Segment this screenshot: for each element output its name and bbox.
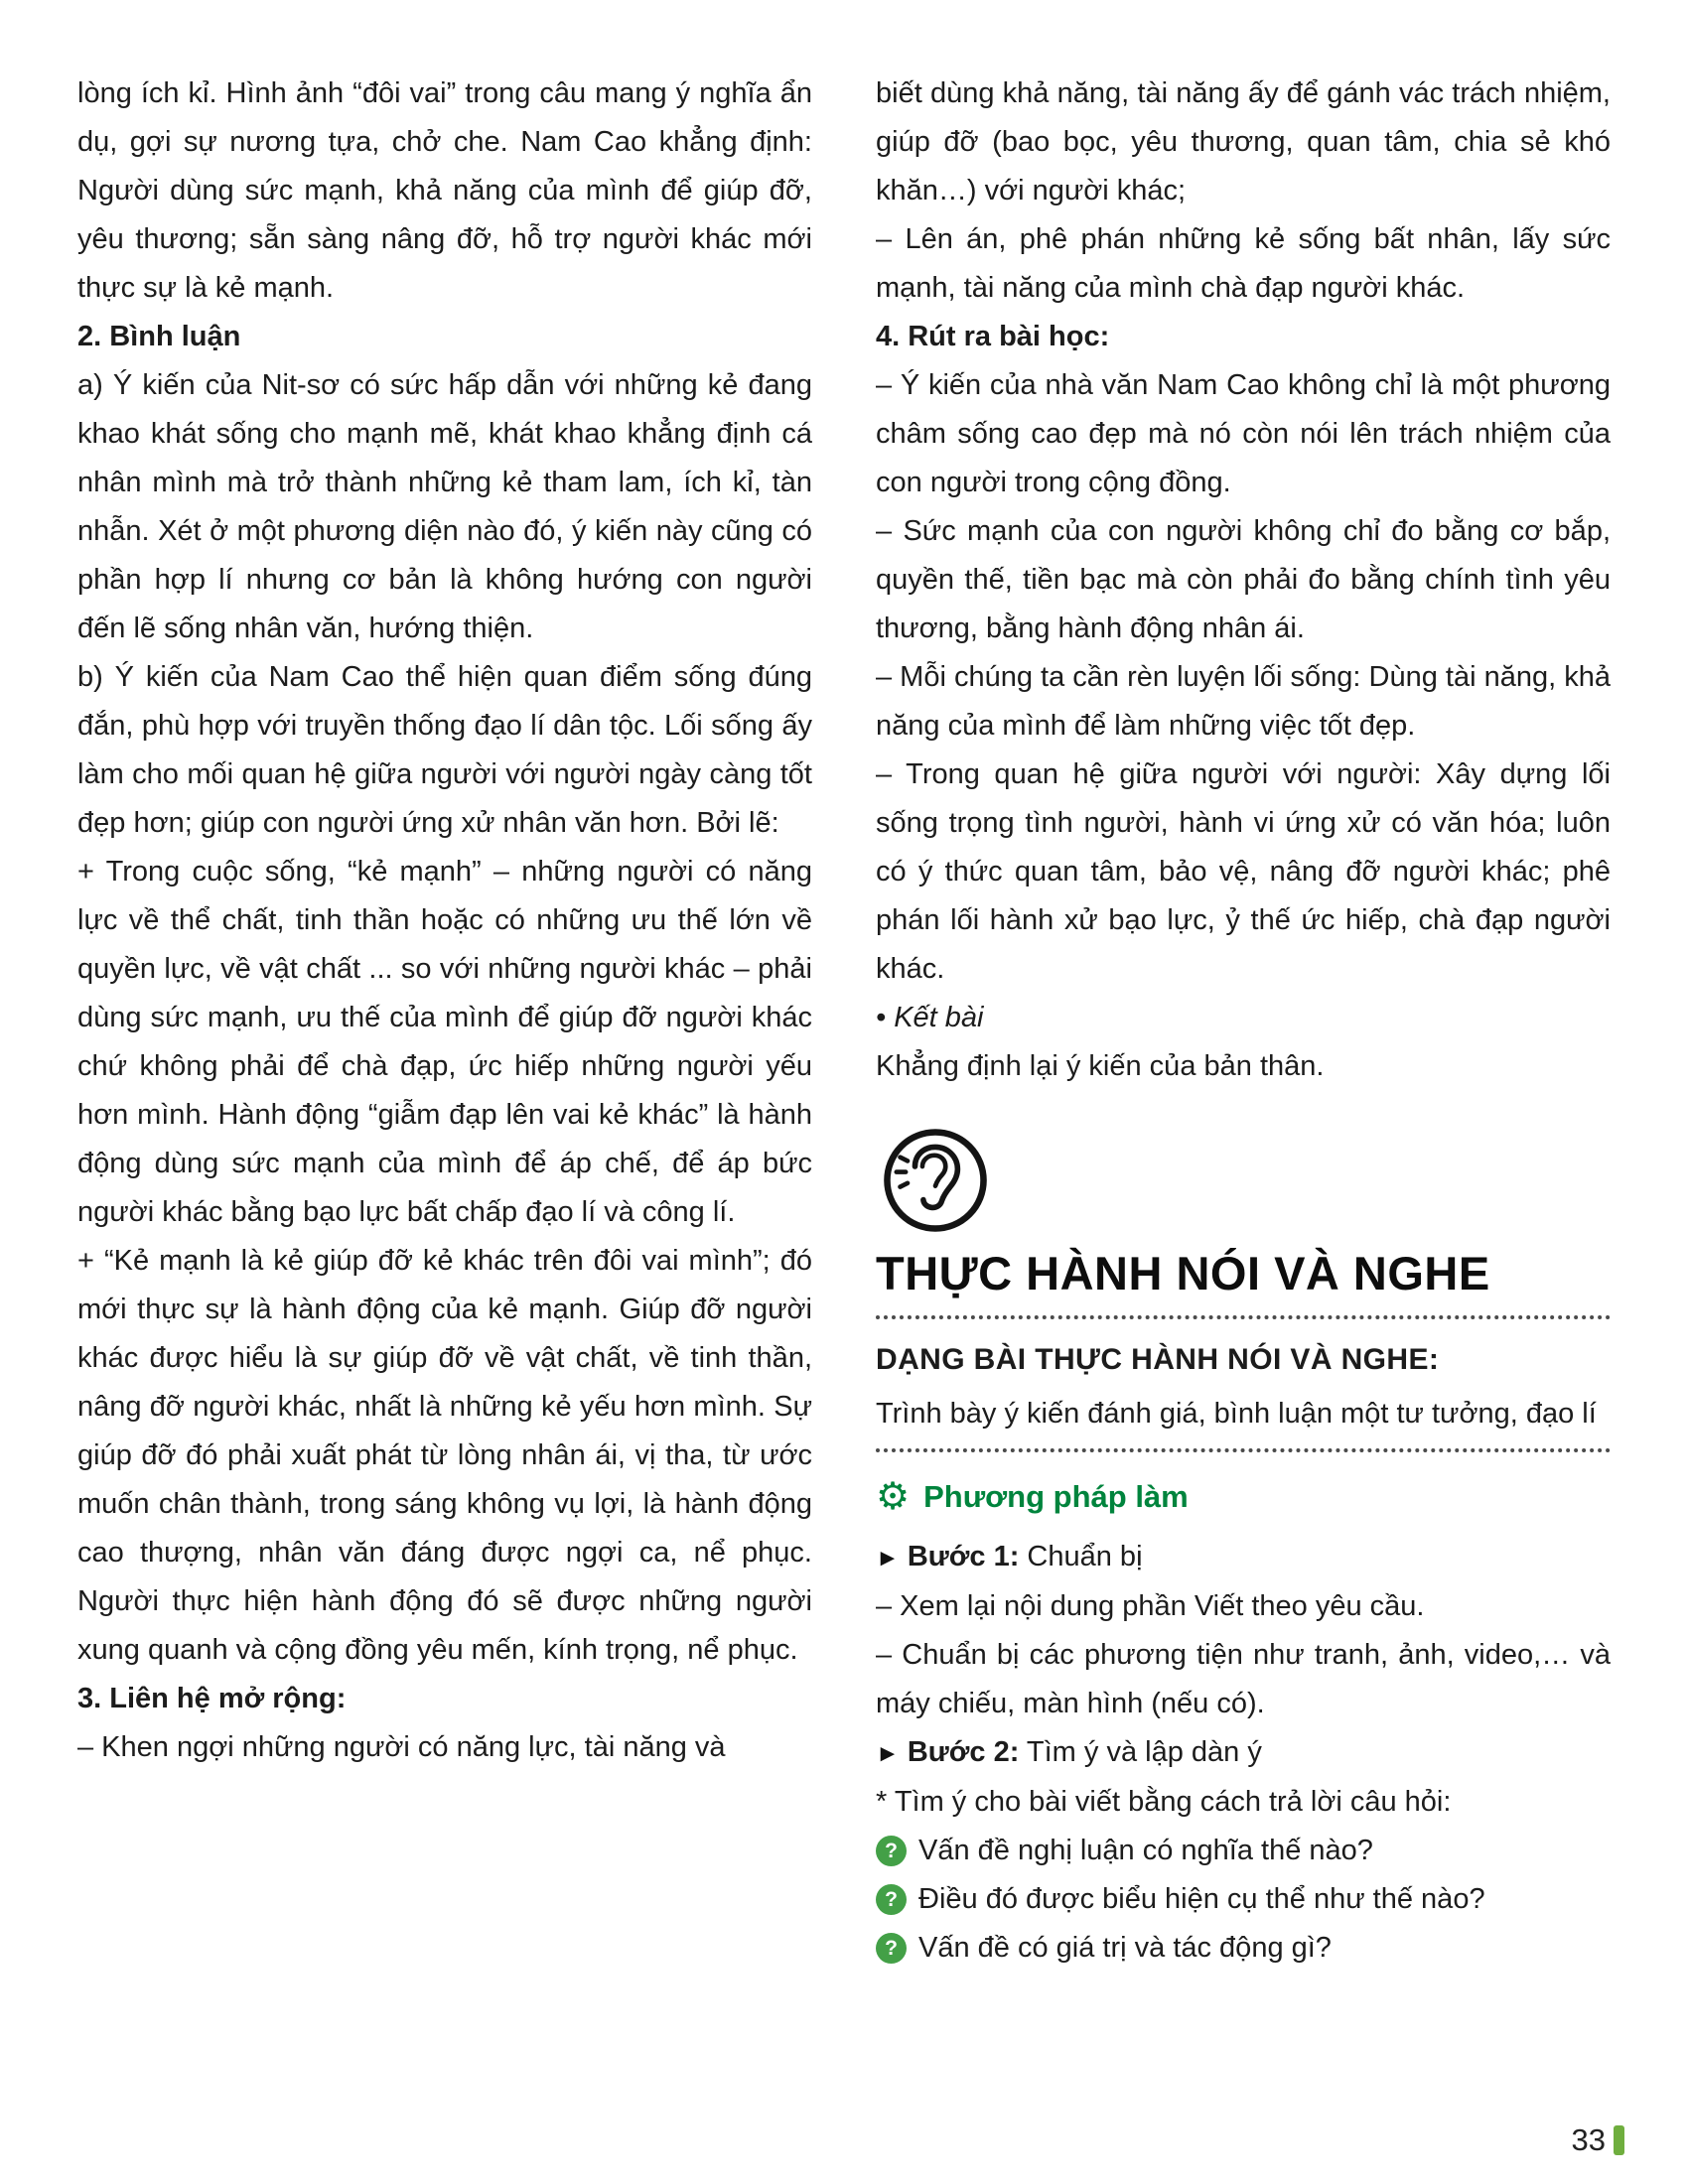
paragraph-b: b) Ý kiến của Nam Cao thể hiện quan điểm sống đúng đắn, phù hợp với truyền thống đạo lí dân tộc. Lối sống ấy làm cho mối quan hệ giữa người với người ngày càng tốt đẹp hơn; giúp con người ứng xử nhân văn hơn. Bởi lẽ: [77, 661, 812, 839]
dotted-divider [876, 1448, 1611, 1452]
gear-icon: ⚙ [876, 1475, 911, 1518]
question-icon: ? [876, 1933, 907, 1964]
question-item [876, 1875, 1611, 1924]
paragraph-plus-1: + Trong cuộc sống, “kẻ mạnh” – những người có năng lực về thể chất, tinh thần hoặc có những ưu thế lớn về quyền lực, về vật chất ... so với những người khác – phải dùng sức mạnh, ưu thế của mình để giúp đỡ người khác chứ không phải để chà đạp, ức hiếp những người yếu hơn mình. Hành động “giẫm đạp lên vai kẻ khác” là hành động dùng sức mạnh của mình để áp chế, để áp bức người khác bằng bạo lực bất chấp đạo lí và công lí. [77, 856, 812, 1228]
page-number-bar [1614, 2125, 1624, 2155]
method-header [876, 1472, 1611, 1521]
paragraph-len-an: – Lên án, phê phán những kẻ sống bất nhân, lấy sức mạnh, tài năng của mình chà đạp người khác. [876, 223, 1611, 304]
triangle-icon: ► [876, 1740, 900, 1768]
step-2-text: Tìm ý và lập dàn ý [1026, 1736, 1262, 1769]
heading-binh-luan: 2. Bình luận [77, 321, 241, 352]
step-1-text: Chuẩn bị [1027, 1541, 1143, 1573]
practice-description: Trình bày ý kiến đánh giá, bình luận một tư tưởng, đạo lí [876, 1398, 1597, 1431]
practice-subheading: DẠNG BÀI THỰC HÀNH NÓI VÀ NGHE: [876, 1343, 1440, 1377]
step-1-item: – Chuẩn bị các phương tiện như tranh, ảnh, video,… và máy chiếu, màn hình (nếu có). [876, 1639, 1611, 1720]
step-1-item: – Xem lại nội dung phần Viết theo yêu cầu. [876, 1590, 1425, 1623]
step-1 [876, 1533, 1611, 1582]
paragraph-a: a) Ý kiến của Nit-sơ có sức hấp dẫn với những kẻ đang khao khát sống cho mạnh mẽ, khát khao khẳng định cá nhân mình mà trở thành những kẻ tham lam, ích kỉ, tàn nhẫn. Xét ở một phương diện nào đó, ý kiến này cũng có phần hợp lí nhưng cơ bản là không hướng con người đến lẽ sống nhân văn, hướng thiện. [77, 369, 812, 644]
question-text: Điều đó được biểu hiện cụ thể như thế nào? [918, 1883, 1485, 1916]
heading-lien-he-mo-rong: 3. Liên hệ mở rộng: [77, 1683, 347, 1714]
dotted-divider [876, 1315, 1611, 1319]
step-2 [876, 1728, 1611, 1778]
find-ideas-intro: * Tìm ý cho bài viết bằng cách trả lời câu hỏi: [876, 1786, 1452, 1819]
practice-title: THỰC HÀNH NÓI VÀ NGHE [876, 1247, 1490, 1299]
method-title: Phương pháp làm [923, 1479, 1189, 1515]
question-item [876, 1924, 1611, 1973]
paragraph-continuation: lòng ích kỉ. Hình ảnh “đôi vai” trong câu mang ý nghĩa ẩn dụ, gợi sự nương tựa, chở che. Nam Cao khẳng định: Người dùng sức mạnh, khả năng của mình để giúp đỡ, yêu thương; sẵn sàng nâng đỡ, hỗ trợ người khác mới thực sự là kẻ mạnh. [77, 77, 812, 304]
question-icon: ? [876, 1884, 907, 1915]
paragraph-suc-manh: – Sức mạnh của con người không chỉ đo bằng cơ bắp, quyền thế, tiền bạc mà còn phải đo bằng chính tình yêu thương, bằng hành động nhân ái. [876, 515, 1611, 644]
paragraph-plus-2: + “Kẻ mạnh là kẻ giúp đỡ kẻ khác trên đôi vai mình”; đó mới thực sự là hành động của kẻ mạnh. Giúp đỡ người khác được hiểu là sự giúp đỡ về vật chất, về tinh thần, nâng đỡ người khác, nhất là những kẻ yếu hơn mình. Sự giúp đỡ đó phải xuất phát từ lòng nhân ái, vị tha, từ ước muốn chân thành, trong sáng không vụ lợi, là hành động cao thượng, nhân văn đáng được ngợi ca, nể phục. Người thực hiện hành động đó sẽ được những người xung quanh và cộng đồng yêu mến, kính trọng, nể phục. [77, 1245, 812, 1666]
page-footer [1572, 2122, 1624, 2158]
triangle-icon: ► [876, 1545, 900, 1572]
paragraph-khang-dinh: Khẳng định lại ý kiến của bản thân. [876, 1050, 1325, 1082]
page-number: 33 [1571, 2122, 1606, 2157]
two-column-layout [77, 69, 1611, 1973]
paragraph-ren-luyen: – Mỗi chúng ta cần rèn luyện lối sống: Dùng tài năng, khả năng của mình để làm những việc tốt đẹp. [876, 661, 1611, 742]
right-column [876, 69, 1611, 1973]
question-icon: ? [876, 1836, 907, 1866]
ear-icon [880, 1125, 991, 1236]
step-2-label: Bước 2: [907, 1736, 1020, 1769]
paragraph-khen-ngoi: – Khen ngợi những người có năng lực, tài năng và [77, 1731, 726, 1763]
practice-section [876, 1125, 1611, 1973]
paragraph-continuation: biết dùng khả năng, tài năng ấy để gánh vác trách nhiệm, giúp đỡ (bao bọc, yêu thương, quan tâm, chia sẻ khó khăn…) với người khác; [876, 77, 1611, 206]
question-text: Vấn đề nghị luận có nghĩa thế nào? [918, 1835, 1373, 1867]
paragraph-quan-he: – Trong quan hệ giữa người với người: Xây dựng lối sống trọng tình người, hành vi ứng xử có văn hóa; luôn có ý thức quan tâm, bảo vệ, nâng đỡ người khác; phê phán lối hành xử bạo lực, ỷ thế ức hiếp, chà đạp người khác. [876, 758, 1611, 985]
question-item [876, 1827, 1611, 1875]
paragraph-y-kien: – Ý kiến của nhà văn Nam Cao không chỉ là một phương châm sống cao đẹp mà nó còn nói lên trách nhiệm của con người trong cộng đồng. [876, 369, 1611, 498]
left-column [77, 69, 812, 1973]
question-text: Vấn đề có giá trị và tác động gì? [918, 1932, 1332, 1965]
heading-rut-ra-bai-hoc: 4. Rút ra bài học: [876, 321, 1110, 352]
label-ket-bai: • Kết bài [876, 1002, 984, 1033]
step-1-label: Bước 1: [907, 1541, 1020, 1573]
